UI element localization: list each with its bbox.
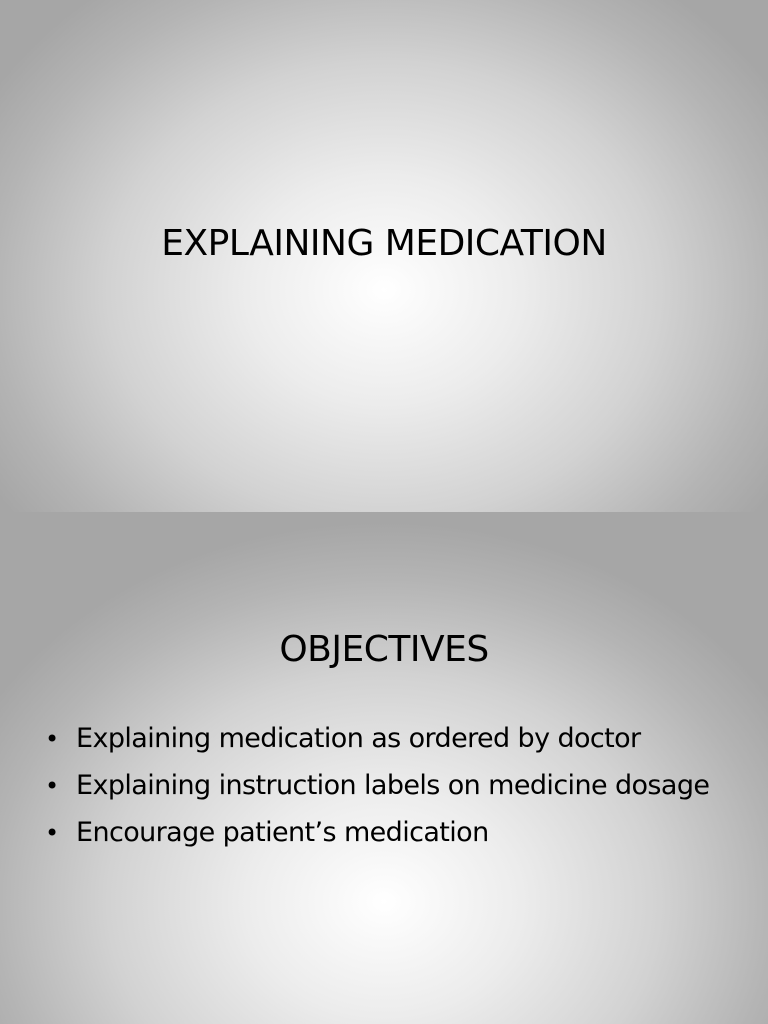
objectives-list <box>42 718 742 859</box>
list-item <box>42 812 742 854</box>
bullet-icon: • <box>45 725 59 753</box>
list-item <box>42 718 742 760</box>
bullet-icon: • <box>45 819 59 847</box>
objectives-heading: OBJECTIVES <box>279 629 489 670</box>
slide-objectives <box>0 512 768 1024</box>
list-item-text: Encourage patient’s medication <box>76 817 489 848</box>
list-item-text: Explaining instruction labels on medicine dosage <box>76 770 710 801</box>
list-item <box>42 765 742 807</box>
bullet-icon: • <box>45 772 59 800</box>
slide-title-heading: EXPLAINING MEDICATION <box>161 223 607 264</box>
list-item-text: Explaining medication as ordered by doctor <box>76 723 641 754</box>
